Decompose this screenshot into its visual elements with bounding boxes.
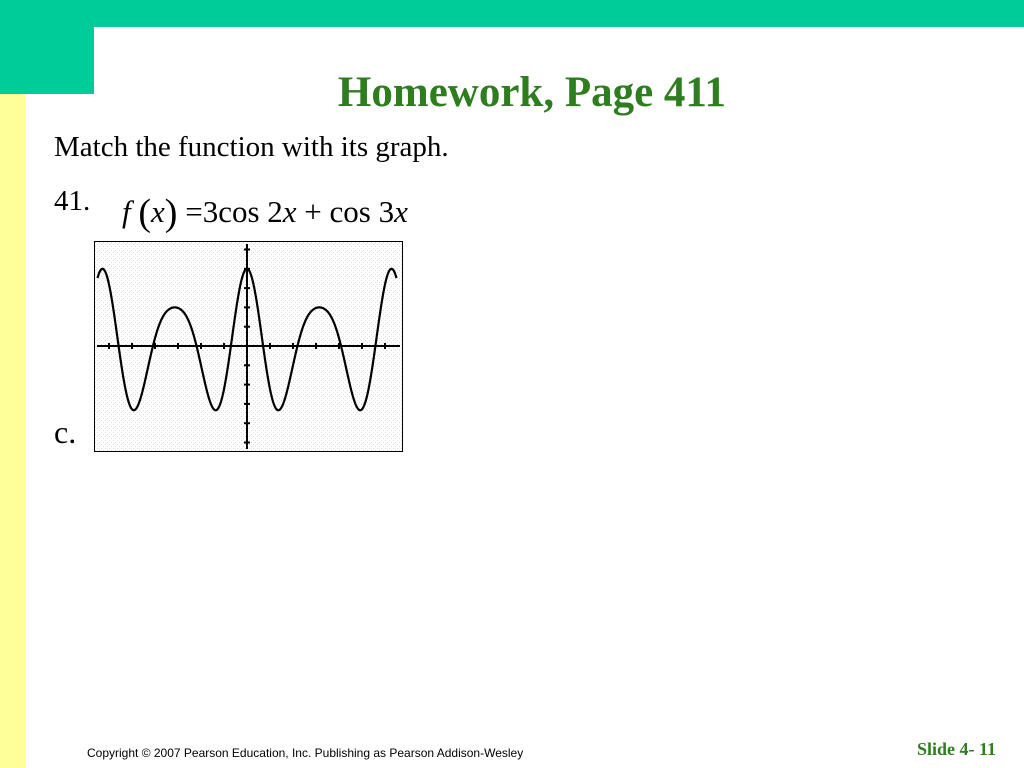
eq-cos2: cos	[329, 194, 371, 229]
problem-number: 41.	[54, 185, 91, 217]
eq-open-paren: (	[138, 192, 152, 234]
eq-close-paren: )	[164, 192, 178, 234]
graph-canvas	[95, 242, 402, 451]
eq-var2: x	[394, 194, 408, 229]
eq-equals: =	[185, 194, 203, 229]
function-graph	[94, 241, 403, 452]
eq-mult2: 3	[378, 194, 395, 229]
slide-number: Slide 4- 11	[916, 739, 996, 759]
eq-var1: x	[282, 194, 297, 229]
footer-copyright: Copyright © 2007 Pearson Education, Inc. Publishing as Pearson Addison-Wesley	[87, 746, 524, 760]
eq-mult1: 2	[267, 194, 283, 229]
instruction-text: Match the function with its graph.	[54, 131, 449, 163]
slide-title: Homework, Page 411	[337, 69, 727, 116]
function-equation	[122, 193, 408, 232]
eq-cos1: cos	[218, 194, 260, 229]
eq-coef1: 3	[202, 194, 219, 229]
top-decor-bar	[0, 0, 1024, 27]
answer-label: c.	[54, 414, 77, 450]
eq-f: f	[122, 194, 131, 229]
eq-x: x	[151, 194, 165, 229]
eq-plus: +	[304, 194, 322, 229]
